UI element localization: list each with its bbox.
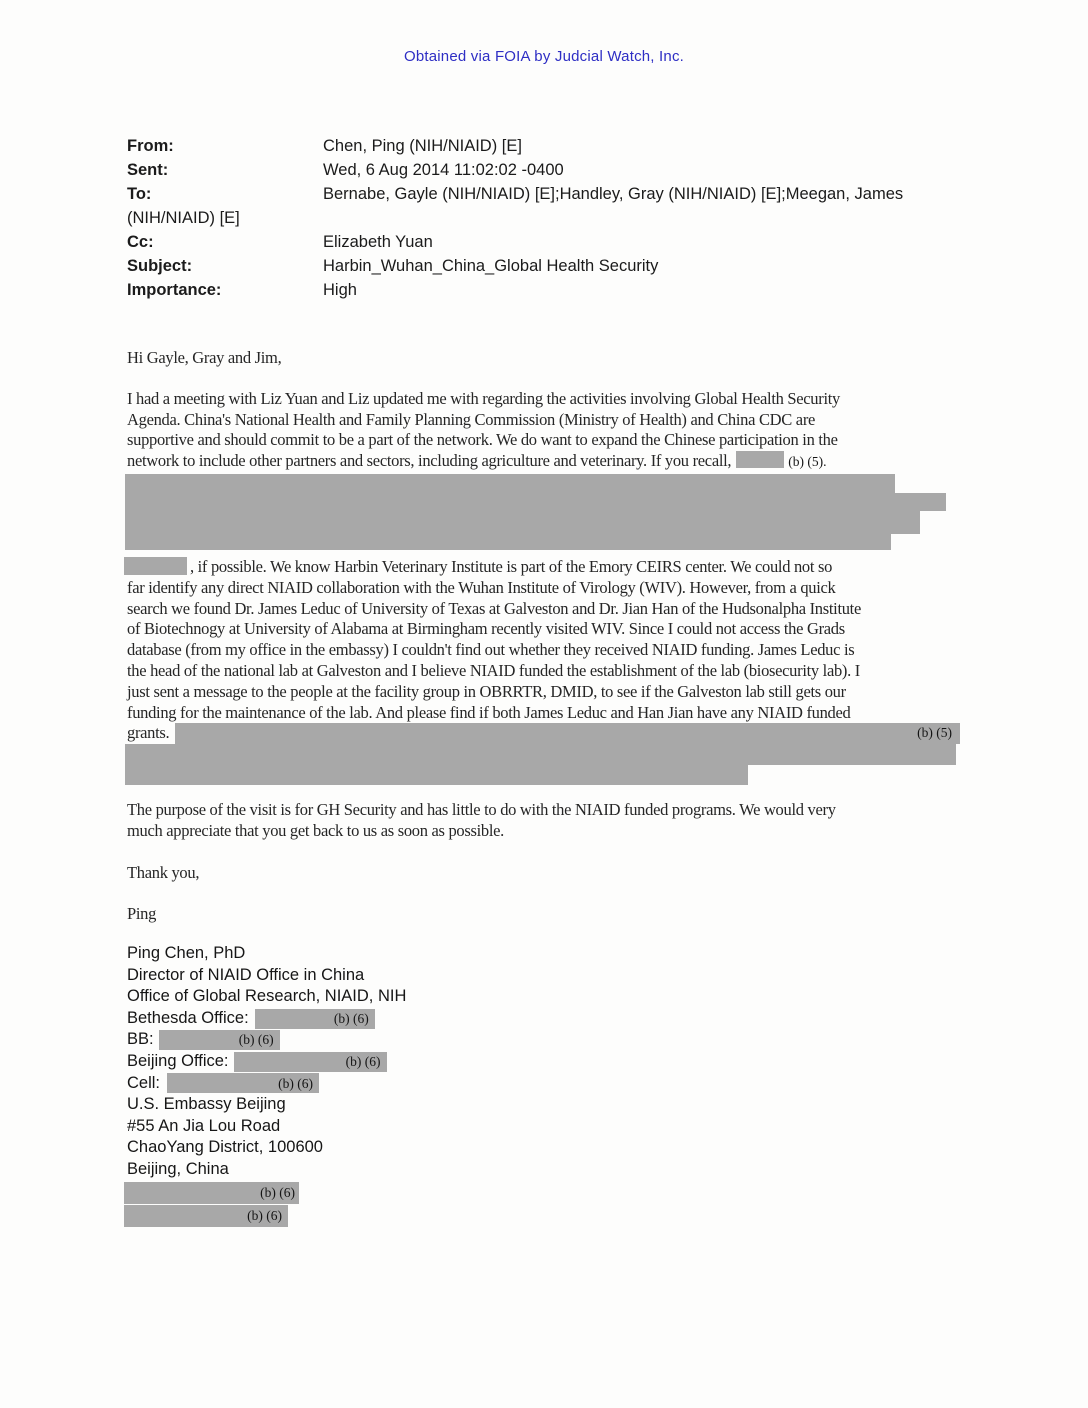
redaction-block-large-1 — [125, 474, 960, 550]
exemption-label-b6: (b) (6) — [247, 1207, 282, 1223]
signature-row-bb — [127, 1029, 406, 1051]
redaction-block-large-2 — [125, 744, 960, 785]
subject-value: Harbin_Wuhan_China_Global Health Security — [323, 257, 659, 275]
importance-value: High — [323, 281, 357, 299]
signature-row-beijing — [127, 1051, 406, 1073]
exemption-label-b5: (b) (5) — [917, 725, 952, 741]
body-line: funding for the maintenance of the lab. And please find if both James Leduc and Han Jian have any NIAID funded — [127, 702, 851, 722]
body-line-text: grants. — [127, 723, 170, 743]
bethesda-office-label: Bethesda Office: — [127, 1008, 249, 1027]
to-value: Bernabe, Gayle (NIH/NIAID) [E];Handley, Gray (NIH/NIAID) [E];Meegan, James — [323, 185, 904, 203]
signature-row-bethesda — [127, 1008, 406, 1030]
redaction-block-contact — [124, 1205, 288, 1227]
signature-name: Ping Chen, PhD — [127, 944, 246, 962]
redaction-block-phone — [255, 1009, 375, 1029]
cell-label: Cell: — [127, 1073, 161, 1092]
body-line: much appreciate that you get back to us as soon as possible. — [127, 820, 504, 840]
body-line — [127, 451, 960, 472]
signature-office: Office of Global Research, NIAID, NIH — [127, 987, 407, 1006]
body-line: Agenda. China's National Health and Family Planning Commission (Ministry of Health) and China CDC are — [127, 409, 816, 429]
body-line: I had a meeting with Liz Yuan and Liz updated me with regarding the activities involving Global Health Security — [127, 388, 840, 408]
paragraph-1 — [127, 389, 960, 472]
redaction-row — [125, 511, 920, 534]
signoff-line: Ping — [127, 903, 157, 923]
body-line: supportive and should commit to be a part of the network. We do want to expand the Chinese participation in the — [127, 430, 838, 450]
body-line: search we found Dr. James Leduc of University of Texas at Galveston and Dr. Jian Han of the Hudsonalpha Institute — [127, 598, 861, 618]
body-line — [127, 557, 960, 578]
from-value: Chen, Ping (NIH/NIAID) [E] — [323, 137, 522, 155]
body-line-text: network to include other partners and sectors, including agriculture and veterinary. If you recall, — [127, 451, 732, 471]
exemption-label-b6: (b) (6) — [238, 1032, 274, 1048]
header-row-to — [127, 182, 903, 206]
exemption-label-b6: (b) (6) — [333, 1010, 369, 1026]
signature-address-line: Beijing, China — [127, 1159, 229, 1178]
to-label: To: — [127, 185, 152, 203]
from-label: From: — [127, 137, 174, 155]
foia-banner: Obtained via FOIA by Judcial Watch, Inc. — [403, 48, 685, 65]
body-line: database (from my office in the embassy) I couldn't find out whether they received NIAID funding. James Leduc is — [127, 640, 855, 660]
cc-value: Elizabeth Yuan — [323, 233, 433, 251]
signature-address-line: ChaoYang District, 100600 — [127, 1138, 323, 1157]
subject-label: Subject: — [127, 257, 193, 275]
exemption-label-b6: (b) (6) — [345, 1053, 381, 1069]
redaction-block-phone — [234, 1052, 387, 1072]
redaction-block-inline — [736, 451, 784, 468]
greeting-line: Hi Gayle, Gray and Jim, — [127, 348, 282, 367]
importance-label: Importance: — [127, 281, 222, 299]
redaction-block-inline — [175, 723, 960, 744]
email-header — [127, 134, 903, 302]
email-body — [127, 340, 960, 924]
body-line: far identify any direct NIAID collaboration with the Wuhan Institute of Virology (WIV). However, from a quick — [127, 577, 836, 597]
paragraph-3 — [127, 800, 960, 842]
redaction-row — [125, 493, 946, 511]
redaction-row — [125, 534, 891, 550]
paragraph-2 — [127, 557, 960, 744]
bb-label: BB: — [127, 1030, 154, 1049]
body-line — [127, 723, 960, 744]
body-line: of Biotechnogy at University of Alabama at Birmingham recently visited WIV. Since I could not access the Grads — [127, 619, 845, 639]
cc-label: Cc: — [127, 233, 154, 251]
body-line: just sent a message to the people at the facility group in OBRRTR, DMID, to see if the Galveston lab still gets our — [127, 681, 846, 701]
signature-row-cell — [127, 1073, 406, 1095]
signature-title: Director of NIAID Office in China — [127, 965, 365, 984]
signature-embassy: U.S. Embassy Beijing — [127, 1095, 286, 1114]
sent-value: Wed, 6 Aug 2014 11:02:02 -0400 — [323, 161, 564, 179]
to-value-continuation: (NIH/NIAID) [E] — [127, 209, 240, 227]
redaction-block-phone — [167, 1073, 319, 1093]
redaction-block-contact — [124, 1182, 299, 1204]
exemption-label-b6: (b) (6) — [278, 1075, 314, 1091]
signature-address-line: #55 An Jia Lou Road — [127, 1116, 281, 1135]
sent-label: Sent: — [127, 161, 169, 179]
redaction-block-phone — [159, 1030, 280, 1050]
beijing-office-label: Beijing Office: — [127, 1051, 229, 1070]
header-row-subject — [127, 254, 903, 278]
signature-block — [127, 943, 406, 1227]
redaction-row — [125, 474, 895, 493]
body-line-text: , if possible. We know Harbin Veterinary Institute is part of the Emory CEIRS center. We could not so — [190, 556, 833, 576]
header-row-cc — [127, 230, 903, 254]
redaction-row — [125, 744, 956, 765]
closing-line: Thank you, — [127, 862, 200, 882]
body-line: The purpose of the visit is for GH Security and has little to do with the NIAID funded programs. We would very — [127, 800, 836, 820]
redaction-block-inline — [124, 557, 187, 575]
header-row-from — [127, 134, 903, 158]
body-line: the head of the national lab at Galveston and I believe NIAID funded the establishment of the lab (biosecurity lab). I — [127, 660, 860, 680]
header-row-sent — [127, 158, 903, 182]
redaction-row — [125, 765, 748, 785]
exemption-label-b5: (b) (5). — [788, 454, 827, 470]
exemption-label-b6: (b) (6) — [260, 1184, 295, 1200]
header-row-importance — [127, 278, 903, 302]
